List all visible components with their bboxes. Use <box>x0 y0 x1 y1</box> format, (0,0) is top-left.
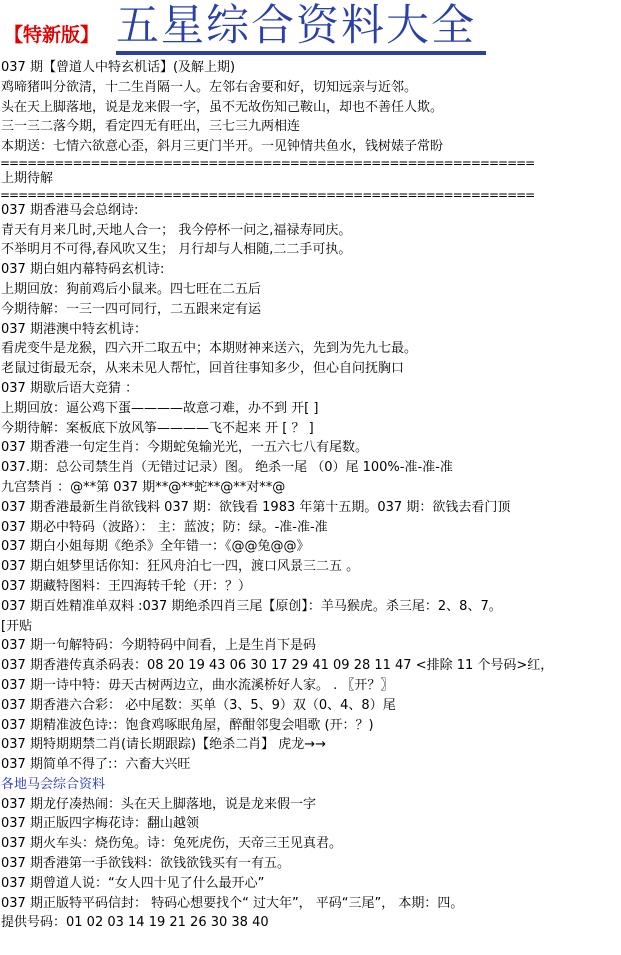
text-line: 037 期一句解特码：今期特码中间看，上是生肖下是码 <box>1 638 316 654</box>
text-line: 037 期必中特码（波路）： 主：蓝波；防：绿。-准-准-准 <box>1 519 328 535</box>
text-line: 037 期精准波色诗:：饱食鸡啄眠角屋，醉酣邻叟会唱歌 (开：？) <box>1 717 374 733</box>
text-line: 上期回放：狗前鸡后小鼠来。四七旺在二五后 <box>1 281 262 297</box>
text-line: 今期待解：案板底下放风筝————飞不起来 开 [ ？ ] <box>1 420 314 436</box>
text-line: 037 期曾道人说：“女人四十见了什么最开心” <box>1 875 265 891</box>
text-line: 提供号码：01 02 03 14 19 21 26 30 38 40 <box>1 915 269 931</box>
text-line: 青天有月来几时,天地人合一； 我今停杯一问之,福禄寿同庆。 <box>1 222 352 238</box>
text-line: 037 期香港马会总纲诗: <box>1 202 139 218</box>
text-line: 037 期龙仔凑热闹：头在天上脚落地，说是龙来假一字 <box>1 796 316 812</box>
text-line: 头在天上脚落地，说是龙来假一字，虽不无故伤知己鞍山，却也不善任人欺。 <box>1 99 444 115</box>
separator-line: =========================================================== <box>0 156 535 169</box>
text-line: 037 期香港一句定生肖：今期蛇兔输光光，一五六七八有尾数。 <box>1 440 368 456</box>
page-title: 五星综合资料大全 <box>116 1 476 51</box>
section-heading: 上期待解 <box>1 170 54 186</box>
text-line: 037 期火车头：烧伤兔。诗：兔死虎伤，天帝三王见真君。 <box>1 836 342 852</box>
text-line: 037 期白小姐每期《绝杀》全年错一：《@@兔@@》 <box>1 539 310 555</box>
text-line: 037 期百姓精准单双料 :037 期绝杀四肖三尾【原创】：羊马猴虎。杀三尾：2、8、7。 <box>1 598 502 614</box>
text-line: 今期待解：一三一四可同行，二五跟来定有运 <box>1 301 262 317</box>
text-line: 037 期白姐梦里话你知：狂风舟泊七一四，渡口风景三二五 。 <box>1 559 360 575</box>
text-line: 看虎变牛是龙猴，四六开二取五中；本期财神来送六，先到为先九七最。 <box>1 341 418 357</box>
text-line: 037 期香港传真杀码表：08 20 19 43 06 30 17 29 41 09 28 11 47 <排除 11 个号码>红， <box>1 658 554 674</box>
text-line: 037 期藏特图料：王四海转千轮（开：？） <box>1 578 251 594</box>
section-heading: 各地马会综合资料 <box>1 776 106 792</box>
text-line: 037 期正版四字梅花诗：翻山越领 <box>1 816 199 832</box>
text-line: 老鼠过街最无奈，从来未见人帮忙，回首往事知多少，但心自问抚胸口 <box>1 361 405 377</box>
text-line: 鸡啼猪叫分欲清，十二生肖隔一人。左邻右舍要和好，切知远亲与近邻。 <box>1 79 418 95</box>
text-line: 037 期特期期禁二肖(请长期跟踪)【绝杀二肖】 虎龙→→ <box>1 737 327 753</box>
issue-heading: 037 期【曾道人中特玄机话】(及解上期) <box>1 60 236 75</box>
title-underline <box>116 51 486 55</box>
text-line: 037 期港澳中特玄机诗： <box>1 321 147 337</box>
page-header <box>0 0 621 58</box>
text-line: 037 期香港六合彩： 必中尾数：买单（3、5、9）双（0、4、8）尾 <box>1 697 396 713</box>
text-line: 不举明月不可得,春风吹又生； 月行却与人相随,二二手可执。 <box>1 242 352 258</box>
text-line: 037 期正版特平码信封： 特码心想要找个“ 过大年”， 平码“三尾”， 本期：四。 <box>1 895 464 911</box>
edition-badge: 【特新版】 <box>4 24 100 46</box>
text-line: 九宫禁肖 ：@**第 037 期**@**蛇**@**对**@ <box>1 479 286 495</box>
text-line: 本期送：七情六欲意心歪，斜月三更门半开。一见钟情共鱼水，钱树婊子常盼 <box>1 139 444 155</box>
document-body <box>0 58 621 933</box>
text-line: 037 期歇后语大竞猜 ： <box>1 380 139 396</box>
text-line: 037 期简单不得了:：六畜大兴旺 <box>1 757 191 773</box>
text-line: 037 期香港最新生肖欲钱料 037 期：欲钱看 1983 年第十五期。037 期：欲钱去看门顶 <box>1 499 511 515</box>
separator-line: =========================================================== <box>0 188 535 201</box>
text-line: 上期回放：逼公鸡下蛋————故意刁难，办不到 开[ ] <box>1 400 319 416</box>
text-line: 037.期：总公司禁生肖（无错过记录）图。 绝杀一尾 （0）尾 100%-准-准-准 <box>1 460 453 476</box>
text-line: 037 期香港第一手欲钱料：欲钱欲钱买有一有五。 <box>1 856 290 872</box>
text-line: [开贴 <box>1 618 33 634</box>
text-line: 037 期白姐内幕特码玄机诗: <box>1 262 165 278</box>
text-line: 三一三二落今期，看定四无有旺出，三七三九两相连 <box>1 119 301 135</box>
text-line: 037 期一诗中特：毋天古树两边立，曲水流溪桥好人家。 . 〖开？〗 <box>1 677 394 693</box>
